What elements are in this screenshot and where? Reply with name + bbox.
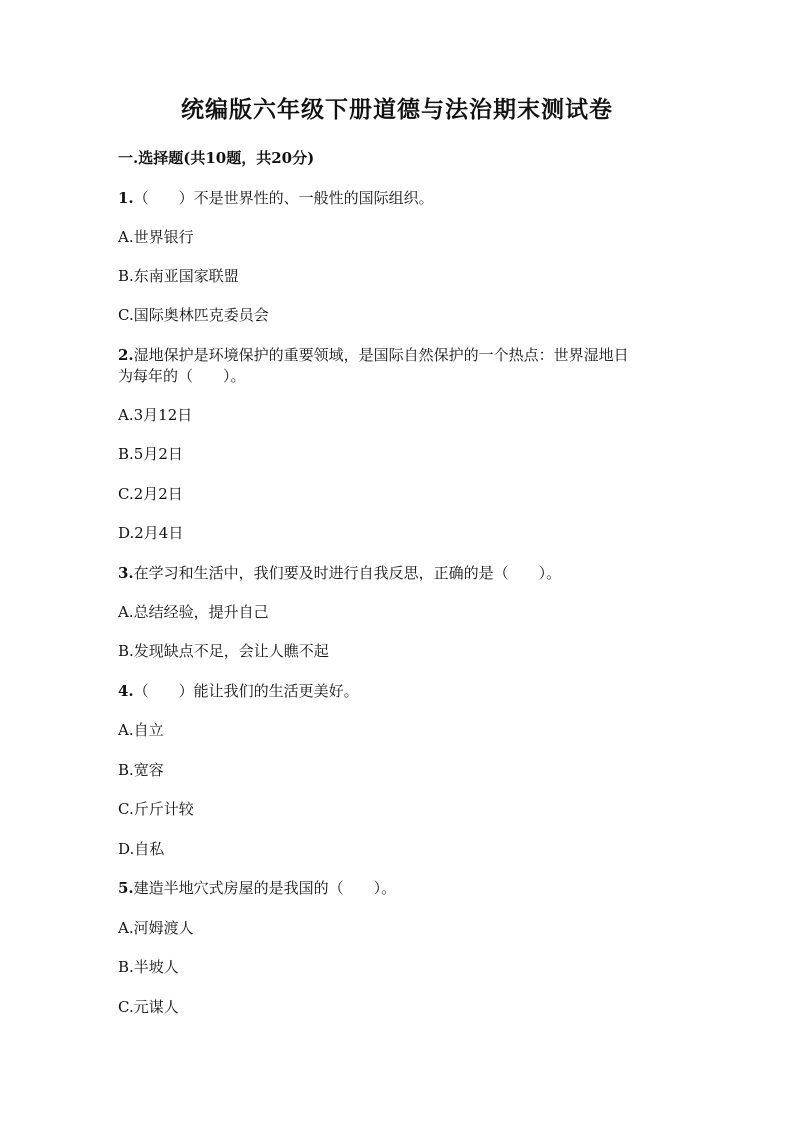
question-5-option-a: A.河姆渡人: [118, 919, 194, 937]
question-2-number: 2.: [118, 346, 134, 364]
question-3-number: 3.: [118, 564, 134, 582]
question-1-text: （ ）不是世界性的、一般性的国际组织。: [133, 189, 434, 207]
question-1-option-b: B.东南亚国家联盟: [118, 267, 239, 285]
question-2-option-d: D.2月4日: [118, 524, 184, 542]
question-3-option-b: B.发现缺点不足，会让人瞧不起: [118, 642, 329, 660]
question-2-text-line2: 为每年的（ ）。: [118, 367, 246, 385]
question-4-option-b: B.宽容: [118, 761, 164, 779]
question-2-option-c: C.2月2日: [118, 485, 183, 503]
question-4-option-a: A.自立: [118, 721, 164, 739]
question-5-text: 建造半地穴式房屋的是我国的（ ）。: [133, 879, 397, 897]
question-1-option-a: A.世界银行: [118, 228, 194, 246]
question-1: [118, 186, 434, 210]
question-3-option-a: A.总结经验，提升自己: [118, 603, 269, 621]
question-2-option-b: B.5月2日: [118, 445, 183, 463]
question-2-option-a: A.3月12日: [118, 406, 193, 424]
question-3: [118, 561, 561, 585]
question-5-option-b: B.半坡人: [118, 958, 179, 976]
question-4-number: 4.: [118, 682, 134, 700]
question-4: [118, 679, 359, 703]
question-4-text: （ ）能让我们的生活更美好。: [133, 682, 359, 700]
question-1-number: 1.: [118, 189, 134, 207]
question-5: [118, 876, 396, 900]
section-heading: 一.选择题(共10题，共20分): [118, 149, 315, 167]
question-4-option-d: D.自私: [118, 840, 165, 858]
question-5-option-c: C.元谋人: [118, 998, 179, 1016]
question-2-text-line1: 湿地保护是环境保护的重要领域，是国际自然保护的一个热点：世界湿地日: [133, 346, 629, 364]
exam-title: 统编版六年级下册道德与法治期末测试卷: [181, 96, 613, 123]
question-4-option-c: C.斤斤计较: [118, 800, 194, 818]
question-1-option-c: C.国际奥林匹克委员会: [118, 306, 269, 324]
question-3-text: 在学习和生活中，我们要及时进行自我反思，正确的是（ ）。: [133, 564, 562, 582]
question-5-number: 5.: [118, 879, 134, 897]
